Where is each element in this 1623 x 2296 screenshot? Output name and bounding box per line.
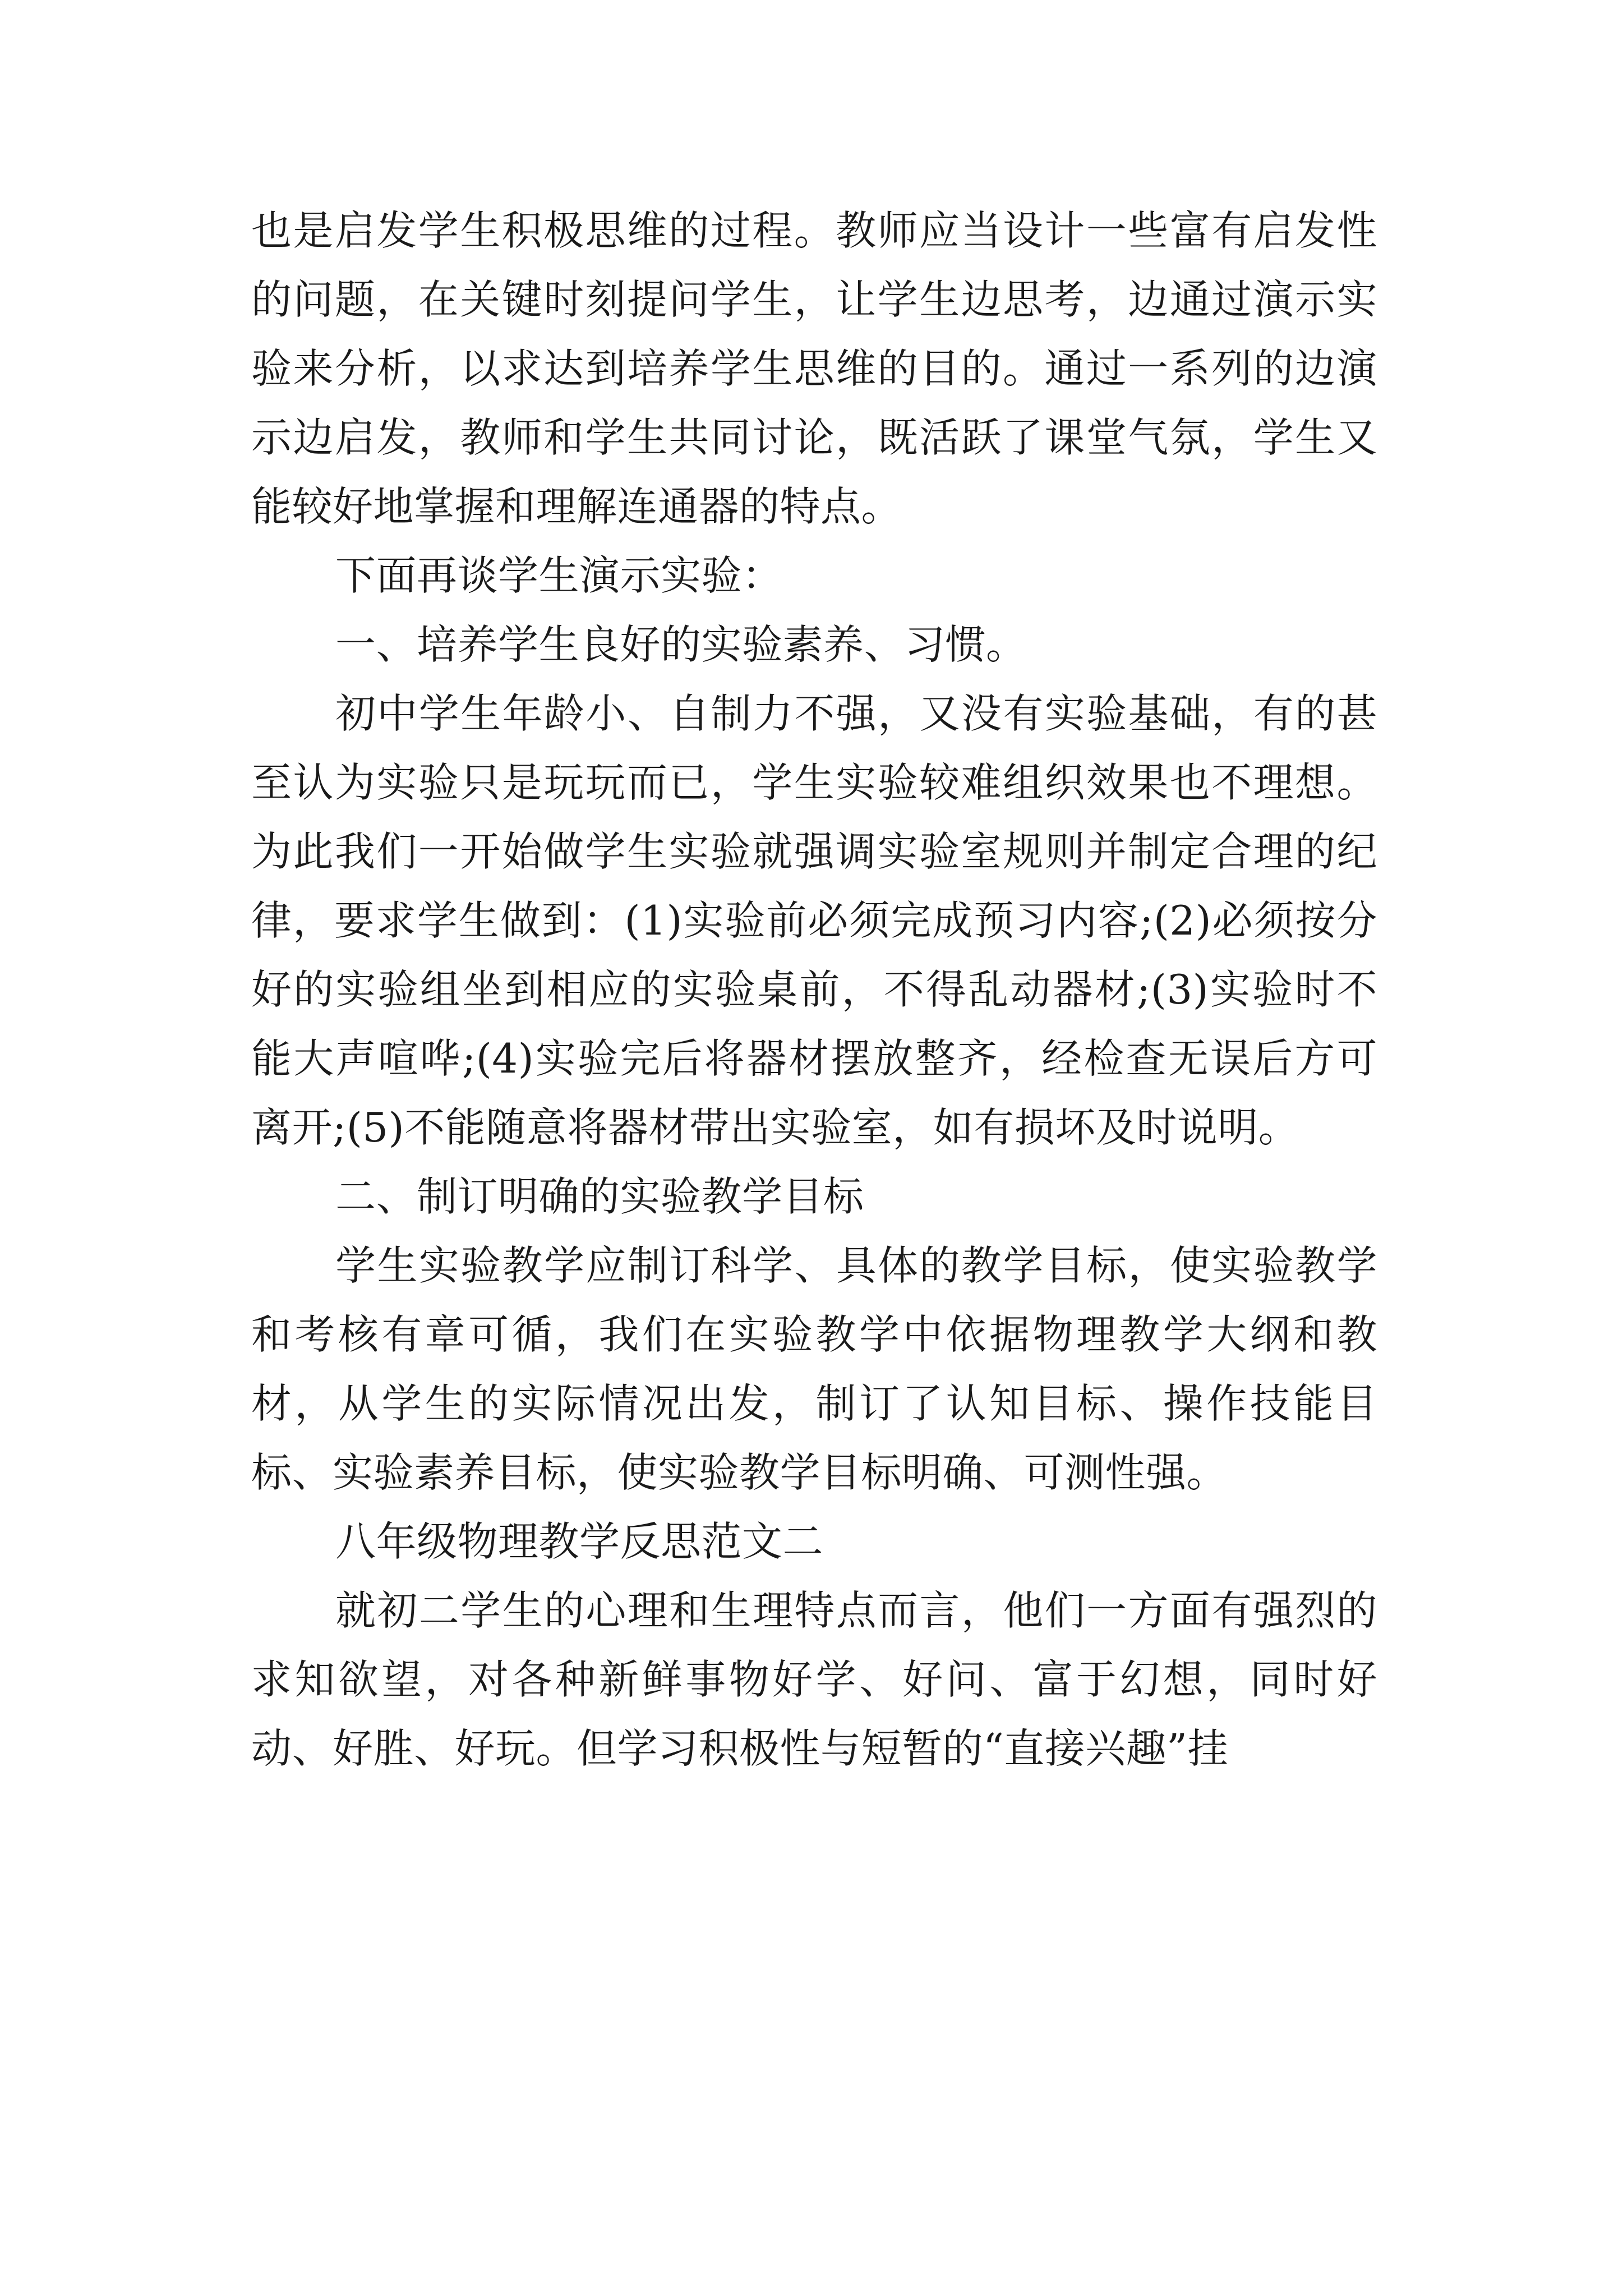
paragraph-3: 初中学生年龄小、自制力不强，又没有实验基础，有的甚至认为实验只是玩玩而已，学生实验较难组织效果也不理想。为此我们一开始做学生实验就强调实验室规则并制定合理的纪律，要求学生做到：(1)实验前必须完成预习内容;(2)必须按分好的实验组坐到相应的实验桌前，不得乱动器材;(3)实验时不能大声喧哗;(4)实验完后将器材摆放整齐，经检查无误后方可离开;(5)不能随意将器材带出实验室，如有损坏及时说明。 (251, 690, 1377, 1151)
paragraph-5: 就初二学生的心理和生理特点而言，他们一方面有强烈的求知欲望，对各种新鲜事物好学、好问、富于幻想，同时好动、好胜、好玩。但学习积极性与短暂的“直接兴趣”挂 (251, 1587, 1377, 1772)
essay-title: 八年级物理教学反思范文二 (335, 1518, 824, 1565)
body-text (251, 196, 1377, 1783)
section-heading-1: 一、培养学生良好的实验素养、习惯。 (335, 621, 1027, 668)
paragraph-1: 也是启发学生积极思维的过程。教师应当设计一些富有启发性的问题，在关键时刻提问学生，让学生边思考，边通过演示实验来分析，以求达到培养学生思维的目的。通过一系列的边演示边启发，教师和学生共同讨论，既活跃了课堂气氛，学生又能较好地掌握和理解连通器的特点。 (251, 207, 1377, 530)
section-heading-2: 二、制订明确的实验教学目标 (335, 1173, 864, 1220)
paragraph-2: 下面再谈学生演示实验： (335, 552, 783, 599)
paragraph-4: 学生实验教学应制订科学、具体的教学目标，使实验教学和考核有章可循，我们在实验教学中依据物理教学大纲和教材，从学生的实际情况出发，制订了认知目标、操作技能目标、实验素养目标，使实验教学目标明确、可测性强。 (251, 1242, 1377, 1496)
